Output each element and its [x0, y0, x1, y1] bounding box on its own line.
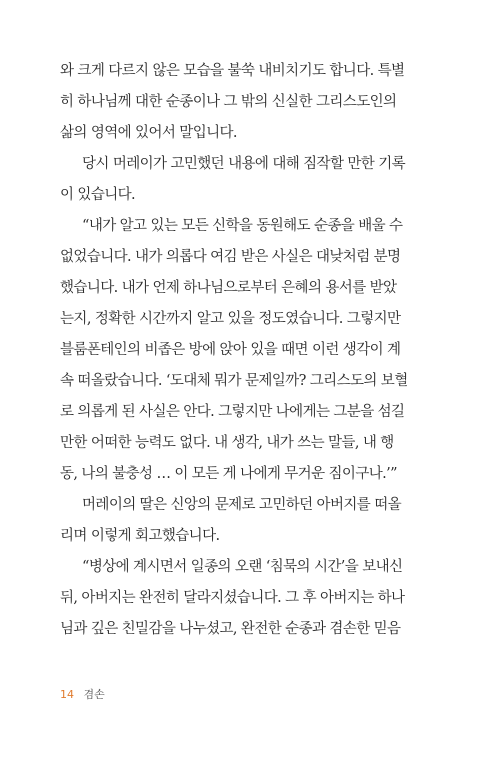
text-line: 이 있습니다. — [60, 187, 136, 203]
text-line: 머레이의 딸은 신앙의 문제로 고민하던 아버지를 떠올 — [82, 497, 402, 513]
text-line: 했습니다. 내가 언제 하나님으로부터 은혜의 용서를 받았 — [60, 280, 397, 296]
text-line: 속 떠올랐습니다. ‘도대체 뭐가 문제일까? 그리스도의 보혈 — [60, 373, 408, 389]
text-line: 로 의롭게 된 사실은 안다. 그렇지만 나에게는 그분을 섬길 — [60, 404, 405, 420]
text-line: 히 하나님께 대한 순종이나 그 밖의 신실한 그리스도인의 — [60, 94, 397, 110]
text-line: 와 크게 다르지 않은 모습을 불쑥 내비치기도 합니다. 특별 — [60, 63, 405, 79]
text-line: 는지, 정확한 시간까지 알고 있을 정도였습니다. 그렇지만 — [60, 311, 401, 327]
text-line: 당시 머레이가 고민했던 내용에 대해 짐작할 만한 기록 — [82, 156, 406, 172]
text-line: 블룸폰테인의 비좁은 방에 앉아 있을 때면 이런 생각이 계 — [60, 342, 401, 358]
text-line: 뒤, 아버지는 완전히 달라지셨습니다. 그 후 아버지는 하나 — [60, 590, 405, 606]
body-text — [60, 56, 408, 645]
text-line: 리며 이렇게 회고했습니다. — [60, 528, 220, 544]
text-line: 님과 깊은 친밀감을 나누셨고, 완전한 순종과 겸손한 믿음 — [60, 621, 401, 637]
running-title: 겸손 — [83, 688, 105, 701]
text-line: 없었습니다. 내가 의롭다 여김 받은 사실은 대낮처럼 분명 — [60, 249, 401, 265]
text-line: 동, 나의 불충성 … 이 모든 게 나에게 무거운 짐이구나.’” — [60, 466, 397, 482]
page-number: 14 — [60, 688, 74, 701]
text-line: 삶의 영역에 있어서 말입니다. — [60, 125, 237, 141]
text-line: 만한 어떠한 능력도 없다. 내 생각, 내가 쓰는 말들, 내 행 — [60, 435, 394, 451]
text-line: “내가 알고 있는 모든 신학을 동원해도 순종을 배울 수 — [82, 218, 403, 234]
page-footer — [60, 688, 105, 702]
text-line: “병상에 계시면서 일종의 오랜 ‘침묵의 시간’을 보내신 — [82, 559, 403, 575]
